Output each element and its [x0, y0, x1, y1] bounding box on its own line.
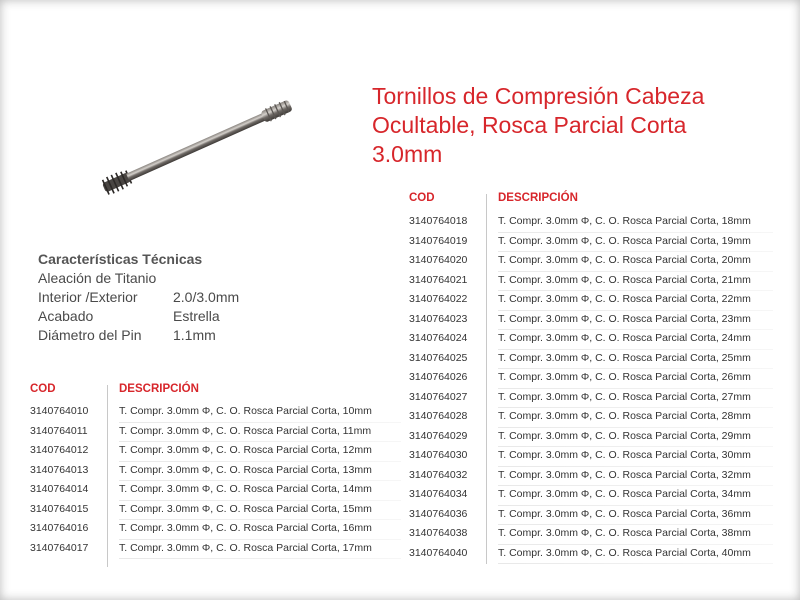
- table-row: [409, 527, 774, 547]
- table-row: [409, 371, 774, 391]
- spec-value: Estrella: [173, 308, 220, 324]
- product-description: T. Compr. 3.0mm Φ, C. O. Rosca Parcial Corta, 34mm: [498, 488, 751, 500]
- spec-row: [38, 326, 216, 345]
- product-code: 3140764012: [30, 444, 89, 456]
- specs-heading: Características Técnicas: [38, 251, 203, 267]
- product-description: T. Compr. 3.0mm Φ, C. O. Rosca Parcial Corta, 21mm: [498, 273, 751, 286]
- spec-row: [38, 288, 240, 307]
- screw-image: [92, 98, 307, 208]
- product-code: 3140764024: [409, 332, 468, 344]
- table-row: [409, 449, 774, 469]
- product-description: T. Compr. 3.0mm Φ, C. O. Rosca Parcial Corta, 10mm: [119, 405, 372, 417]
- product-code: 3140764025: [409, 351, 468, 364]
- product-code: 3140764027: [409, 390, 468, 403]
- product-description: T. Compr. 3.0mm Φ, C. O. Rosca Parcial Corta, 40mm: [498, 546, 751, 559]
- product-code: 3140764014: [30, 483, 89, 495]
- product-description: T. Compr. 3.0mm Φ, C. O. Rosca Parcial Corta, 23mm: [498, 312, 751, 325]
- table-header: [409, 192, 774, 215]
- product-description: T. Compr. 3.0mm Φ, C. O. Rosca Parcial Corta, 13mm: [119, 463, 372, 476]
- product-description: T. Compr. 3.0mm Φ, C. O. Rosca Parcial Corta, 24mm: [498, 332, 751, 344]
- product-description: T. Compr. 3.0mm Φ, C. O. Rosca Parcial Corta, 30mm: [498, 449, 751, 461]
- description-column-header: DESCRIPCIÓN: [119, 383, 199, 395]
- product-description: T. Compr. 3.0mm Φ, C. O. Rosca Parcial Corta, 25mm: [498, 351, 751, 364]
- table-row: [30, 405, 400, 425]
- product-code: 3140764040: [409, 546, 468, 559]
- table-row: [30, 444, 400, 464]
- table-row: [409, 488, 774, 508]
- product-code: 3140764016: [30, 522, 89, 534]
- product-description: T. Compr. 3.0mm Φ, C. O. Rosca Parcial Corta, 22mm: [498, 293, 751, 305]
- spec-label: Aleación de Titanio: [38, 270, 157, 286]
- table-row: [409, 293, 774, 313]
- table-row: [409, 254, 774, 274]
- product-code: 3140764011: [30, 424, 88, 437]
- product-code: 3140764038: [409, 527, 468, 539]
- product-description: T. Compr. 3.0mm Φ, C. O. Rosca Parcial Corta, 15mm: [119, 502, 372, 515]
- table-row: [30, 503, 400, 523]
- product-description: T. Compr. 3.0mm Φ, C. O. Rosca Parcial Corta, 38mm: [498, 527, 751, 539]
- table-row: [409, 430, 774, 450]
- table-row: [409, 274, 774, 294]
- product-table-right: [409, 192, 774, 566]
- product-code: 3140764015: [30, 502, 89, 515]
- table-header: [30, 383, 400, 405]
- product-description: T. Compr. 3.0mm Φ, C. O. Rosca Parcial Corta, 14mm: [119, 483, 372, 495]
- product-code: 3140764030: [409, 449, 468, 461]
- table-row: [409, 332, 774, 352]
- product-description: T. Compr. 3.0mm Φ, C. O. Rosca Parcial Corta, 29mm: [498, 429, 751, 442]
- product-code: 3140764022: [409, 293, 468, 305]
- table-row: [30, 483, 400, 503]
- technical-specs: [38, 250, 240, 345]
- product-description: T. Compr. 3.0mm Φ, C. O. Rosca Parcial Corta, 19mm: [498, 234, 751, 247]
- table-row: [30, 542, 400, 562]
- spec-row: [38, 269, 202, 288]
- product-description: T. Compr. 3.0mm Φ, C. O. Rosca Parcial Corta, 28mm: [498, 410, 751, 422]
- spec-value: 2.0/3.0mm: [173, 289, 240, 305]
- table-row: [409, 215, 774, 235]
- table-row: [409, 508, 774, 528]
- spec-label: Acabado: [38, 308, 94, 324]
- product-description: T. Compr. 3.0mm Φ, C. O. Rosca Parcial Corta, 20mm: [498, 254, 751, 266]
- product-description: T. Compr. 3.0mm Φ, C. O. Rosca Parcial Corta, 32mm: [498, 468, 751, 481]
- product-description: T. Compr. 3.0mm Φ, C. O. Rosca Parcial Corta, 16mm: [119, 522, 372, 534]
- title-line: Tornillos de Compresión Cabeza: [372, 83, 705, 109]
- product-code: 3140764019: [409, 234, 468, 247]
- spec-value: 1.1mm: [173, 327, 216, 343]
- product-code: 3140764036: [409, 507, 468, 520]
- product-code: 3140764013: [30, 463, 89, 476]
- product-description: T. Compr. 3.0mm Φ, C. O. Rosca Parcial Corta, 11mm: [119, 424, 372, 437]
- product-code: 3140764020: [409, 254, 468, 266]
- table-row: [409, 547, 774, 567]
- product-description: T. Compr. 3.0mm Φ, C. O. Rosca Parcial Corta, 18mm: [498, 215, 751, 227]
- title-line: 3.0mm: [372, 141, 443, 167]
- spec-label: Interior /Exterior: [38, 289, 138, 305]
- product-code: 3140764010: [30, 405, 89, 417]
- table-row: [409, 235, 774, 255]
- code-column-header: COD: [30, 383, 56, 395]
- product-description: T. Compr. 3.0mm Φ, C. O. Rosca Parcial Corta, 26mm: [498, 371, 751, 383]
- product-title: [372, 82, 782, 169]
- table-row: [409, 352, 774, 372]
- spec-label: Diámetro del Pin: [38, 327, 142, 343]
- product-description: T. Compr. 3.0mm Φ, C. O. Rosca Parcial Corta, 27mm: [498, 390, 751, 403]
- product-description: T. Compr. 3.0mm Φ, C. O. Rosca Parcial Corta, 12mm: [119, 444, 372, 456]
- product-description: T. Compr. 3.0mm Φ, C. O. Rosca Parcial Corta, 17mm: [119, 541, 372, 554]
- table-row: [30, 522, 400, 542]
- table-row: [30, 425, 400, 445]
- product-code: 3140764029: [409, 429, 468, 442]
- product-code: 3140764023: [409, 312, 468, 325]
- title-line: Ocultable, Rosca Parcial Corta: [372, 112, 687, 138]
- product-code: 3140764032: [409, 468, 468, 481]
- description-column-header: DESCRIPCIÓN: [498, 192, 578, 204]
- product-code: 3140764026: [409, 371, 468, 383]
- table-row: [409, 469, 774, 489]
- product-code: 3140764021: [409, 273, 468, 286]
- table-row: [409, 391, 774, 411]
- product-description: T. Compr. 3.0mm Φ, C. O. Rosca Parcial Corta, 36mm: [498, 507, 751, 520]
- spec-row: [38, 307, 220, 326]
- product-code: 3140764017: [30, 541, 89, 554]
- product-table-left: [30, 383, 400, 561]
- table-row: [409, 313, 774, 333]
- code-column-header: COD: [409, 192, 435, 204]
- product-code: 3140764034: [409, 488, 468, 500]
- product-code: 3140764018: [409, 215, 468, 227]
- table-row: [30, 464, 400, 484]
- table-row: [409, 410, 774, 430]
- product-code: 3140764028: [409, 410, 468, 422]
